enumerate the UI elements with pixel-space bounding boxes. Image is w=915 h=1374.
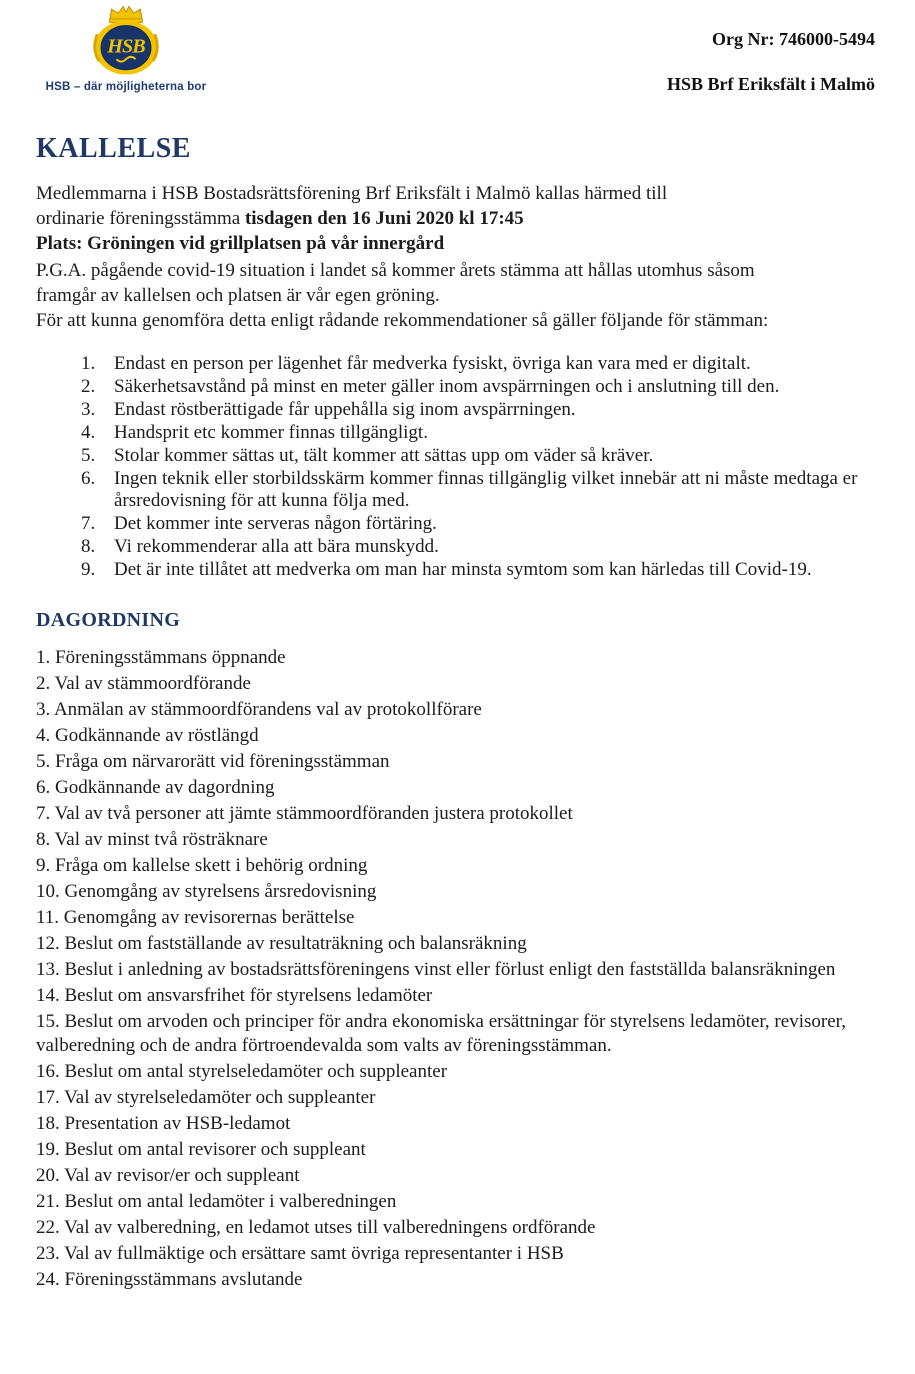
intro-line-2 [36,206,875,231]
notice-line-2: framgår av kallelsen och platsen är vår egen gröning. [36,285,440,306]
covid-notice-paragraph [36,258,875,333]
rule-item: 3. Endast röstberättigade får uppehålla sig inom avspärrningen. [100,399,874,421]
agenda-item: 14. Beslut om ansvarsfrihet för styrelsens ledamöter [36,985,433,1006]
document-header [36,5,875,95]
hsb-crest-icon [78,5,174,75]
agenda-item: 3. Anmälan av stämmoordförandens val av protokollförare [36,699,482,720]
agenda-item: 10. Genomgång av styrelsens årsredovisning [36,881,377,902]
agenda-item: 6. Godkännande av dagordning [36,777,275,798]
agenda-item: 12. Beslut om fastställande av resultaträkning och balansräkning [36,933,527,954]
rule-item: 4. Handsprit etc kommer finnas tillgängligt. [100,422,874,444]
agenda-item: 11. Genomgång av revisorernas berättelse [36,907,355,928]
agenda-item: 13. Beslut i anledning av bostadsrättsföreningens vinst eller förlust enligt den fastställda balansräkningen [36,959,836,980]
rule-item: 2. Säkerhetsavstånd på minst en meter gäller inom avspärrningen och i anslutning till den. [100,376,874,398]
agenda-item: 23. Val av fullmäktige och ersättare samt övriga representanter i HSB [36,1243,564,1264]
agenda-item: 4. Godkännande av röstlängd [36,725,259,746]
intro-paragraph [36,181,875,256]
association-name: HSB Brf Eriksfält i Malmö [667,74,875,94]
header-org-info [667,5,875,95]
agenda-item: 15. Beslut om arvoden och principer för andra ekonomiska ersättningar för styrelsens ledamöter, revisorer, valberedning och de andra förtroendevalda som valts av föreningsstämman. [36,1011,846,1056]
notice-line-1: P.G.A. pågående covid-19 situation i landet så kommer årets stämma att hållas utomhus såsom [36,260,755,281]
svg-text:HSB: HSB [107,35,145,58]
agenda-item: 2. Val av stämmoordförande [36,673,251,694]
org-number: Org Nr: 746000-5494 [712,29,875,49]
agenda-item: 21. Beslut om antal ledamöter i valberedningen [36,1191,397,1212]
notice-line-3: För att kunna genomföra detta enligt rådande rekommendationer så gäller följande för stämman: [36,310,769,331]
meeting-datetime: tisdagen den 16 Juni 2020 kl 17:45 [244,208,524,229]
agenda-heading: DAGORDNING [36,609,181,631]
rule-item: 6. Ingen teknik eller storbildsskärm kommer finnas tillgänglig vilket innebär att ni måste medtaga er årsredovisning för att kunna följa med. [100,468,874,512]
rule-item: 5. Stolar kommer sättas ut, tält kommer att sättas upp om väder så kräver. [100,445,874,467]
page-title: KALLELSE [36,133,191,164]
agenda-item: 19. Beslut om antal revisorer och suppleant [36,1139,366,1160]
rule-item: 1. Endast en person per lägenhet får medverka fysiskt, övriga kan vara med er digitalt. [100,353,874,375]
agenda-item: 22. Val av valberedning, en ledamot utses till valberedningens ordförande [36,1217,596,1238]
agenda-item: 20. Val av revisor/er och suppleant [36,1165,300,1186]
agenda-item: 24. Föreningsstämmans avslutande [36,1269,303,1290]
intro-line-2-regular: ordinarie föreningsstämma [36,208,245,229]
agenda-item: 7. Val av två personer att jämte stämmoordföranden justera protokollet [36,803,573,824]
agenda-item: 5. Fråga om närvarorätt vid föreningsstämman [36,751,390,772]
meeting-place: Plats: Gröningen vid grillplatsen på vår innergård [36,233,445,254]
agenda-item: 17. Val av styrelseledamöter och suppleanter [36,1087,376,1108]
agenda-item: 1. Föreningsstämmans öppnande [36,647,286,668]
rule-item: 8. Vi rekommenderar alla att bära munskydd. [100,536,874,558]
hsb-logo-block [26,5,226,93]
agenda-item: 9. Fråga om kallelse skett i behörig ordning [36,855,368,876]
meeting-rules-list [36,353,875,581]
agenda-list [36,646,856,1292]
agenda-item: 8. Val av minst två rösträknare [36,829,268,850]
rule-item: 7. Det kommer inte serveras någon förtäring. [100,513,874,535]
intro-line-1: Medlemmarna i HSB Bostadsrättsförening Brf Eriksfält i Malmö kallas härmed till [36,183,668,204]
agenda-item: 16. Beslut om antal styrelseledamöter och suppleanter [36,1061,448,1082]
rule-item: 9. Det är inte tillåtet att medverka om man har minsta symtom som kan härledas till Covid-19. [100,559,874,581]
agenda-item: 18. Presentation av HSB-ledamot [36,1113,291,1134]
hsb-logo-tagline: HSB – där möjligheterna bor [45,81,207,93]
